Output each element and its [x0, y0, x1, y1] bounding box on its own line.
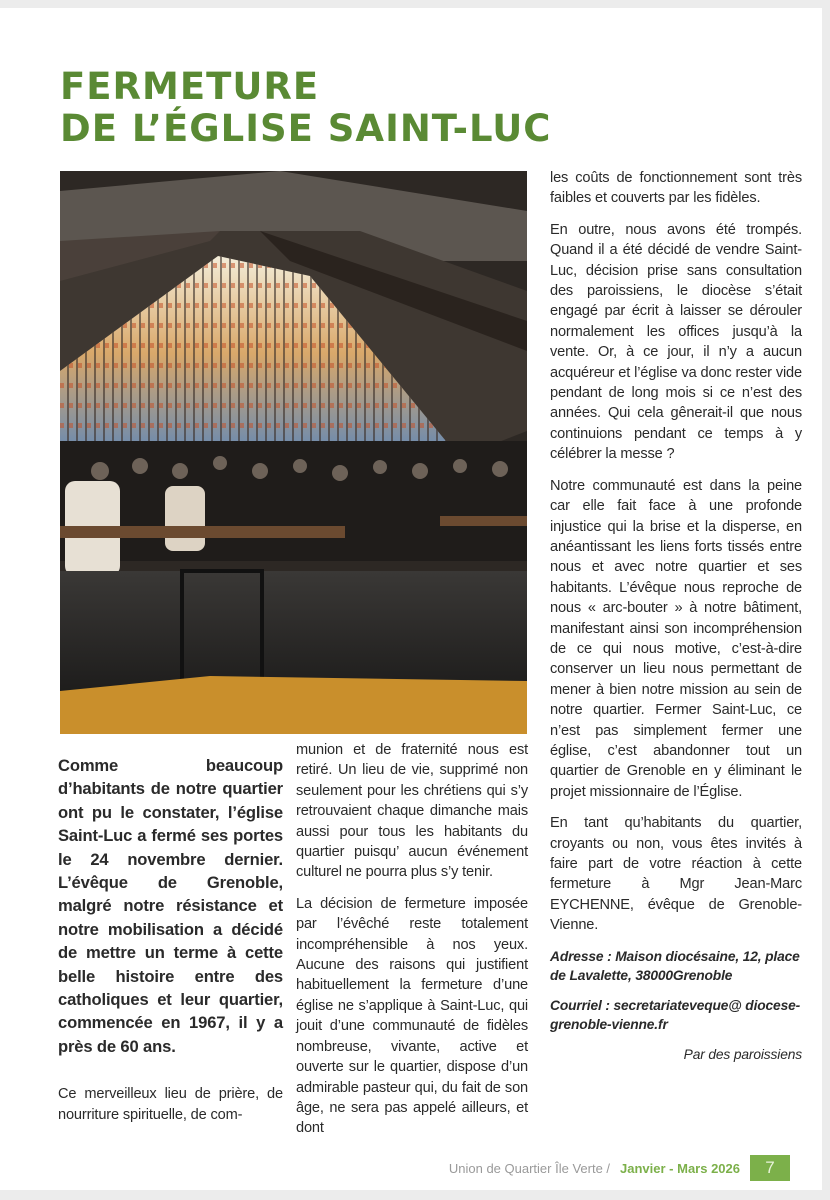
church-photo-illustration [60, 171, 527, 734]
body-paragraph: En tant qu’habitants du quartier, croyants ou non, vous êtes invités à faire part de votre réaction à cette fermeture à Mgr Jean-Marc EYCHENNE, évêque de Grenoble-Vienne. [550, 815, 802, 934]
magazine-page [0, 8, 822, 1190]
church-interior-photo [60, 171, 527, 734]
article-signature: Par des paroissiens [683, 1046, 802, 1062]
lead-paragraph: Comme beaucoup d’habitants de notre quartier ont pu le constater, l’église Saint-Luc a fermé ses portes le 24 novembre dernier. L’évêque de Grenoble, malgré notre résistance et notre mobilisation a décidé de mettre un terme à cette belle histoire entre des catholiques et leur quartier, commencée en 1967, il y a près de 60 ans. [58, 756, 283, 1056]
email-address: Courriel : secretariateveque@ diocese-grenoble-vienne.fr [550, 997, 801, 1032]
publication-name: Union de Quartier Île Verte / [448, 1160, 611, 1176]
article-column-1 [58, 754, 283, 1136]
title-line-1: FERMETURE [60, 65, 320, 108]
article-title [60, 66, 551, 150]
postal-address: Adresse : Maison diocésaine, 12, place de Lavalette, 38000Grenoble [550, 948, 800, 983]
title-line-2: DE L’ÉGLISE SAINT-LUC [60, 107, 552, 150]
page-number: 7 [750, 1155, 790, 1181]
body-paragraph: les coûts de fonctionnement sont très faibles et couverts par les fidèles. [550, 170, 802, 207]
body-paragraph: Ce merveilleux lieu de prière, de nourriture spirituelle, de com- [58, 1086, 283, 1123]
article-column-2 [296, 740, 528, 1150]
body-paragraph: En outre, nous avons été trompés. Quand il a été décidé de vendre Saint-Luc, décision prise sans consultation des paroissiens, le diocèse s’était engagé par écrit à laisser se dérouler normalement les offices jusqu’à la vente. Or, à ce jour, il n’y a aucun acquéreur et l’église va donc rester vide pendant de long mois si ce n’est des années. Qui cela gênerait-il que nous continuions pendant ce temps à y célébrer la messe ? [550, 221, 802, 463]
body-paragraph: Notre communauté est dans la peine car elle fait face à une profonde injustice qui la brise et la disperse, en anéantissant les liens forts tissés entre nous et avec notre quartier et ses habitants. L’évêque nous reproche de nous « arc-bouter » à notre bâtiment, manifestant ainsi son incompréhension de ce qui nous motive, c’est-à-dire conserver un lieu nous permettant de mener à bien notre mission au sein de notre quartier. Fermer Saint-Luc, ce n’est pas simplement fermer une église, c’est abandonner tout un quartier de Grenoble en y éliminant le projet missionnaire de l’Église. [550, 477, 802, 800]
body-paragraph: La décision de fermeture imposée par l’évêché reste totalement incompréhensible à nos yeux. Aucune des raisons qui justifient habituellement la fermeture d’une église ne s’applique à Saint-Luc, qui jouit d’une communauté de fidèles nombreuse, vivante, active et ouverte sur le quartier, dispose d’un admirable pasteur qui, du fait de son âge, ne sera pas appelé ailleurs, et dont [296, 895, 528, 1137]
page-footer [449, 1155, 790, 1181]
issue-date: Janvier - Mars 2026 [620, 1160, 740, 1176]
article-column-3 [550, 168, 802, 1076]
body-paragraph: munion et de fraternité nous est retiré. Un lieu de vie, supprimé non seulement pour les chrétiens qui s’y retrouvaient chaque dimanche mais aussi pour tous les habitants du quartier puisqu’ aucun événement culturel ne pourra plus s’y tenir. [296, 742, 528, 881]
